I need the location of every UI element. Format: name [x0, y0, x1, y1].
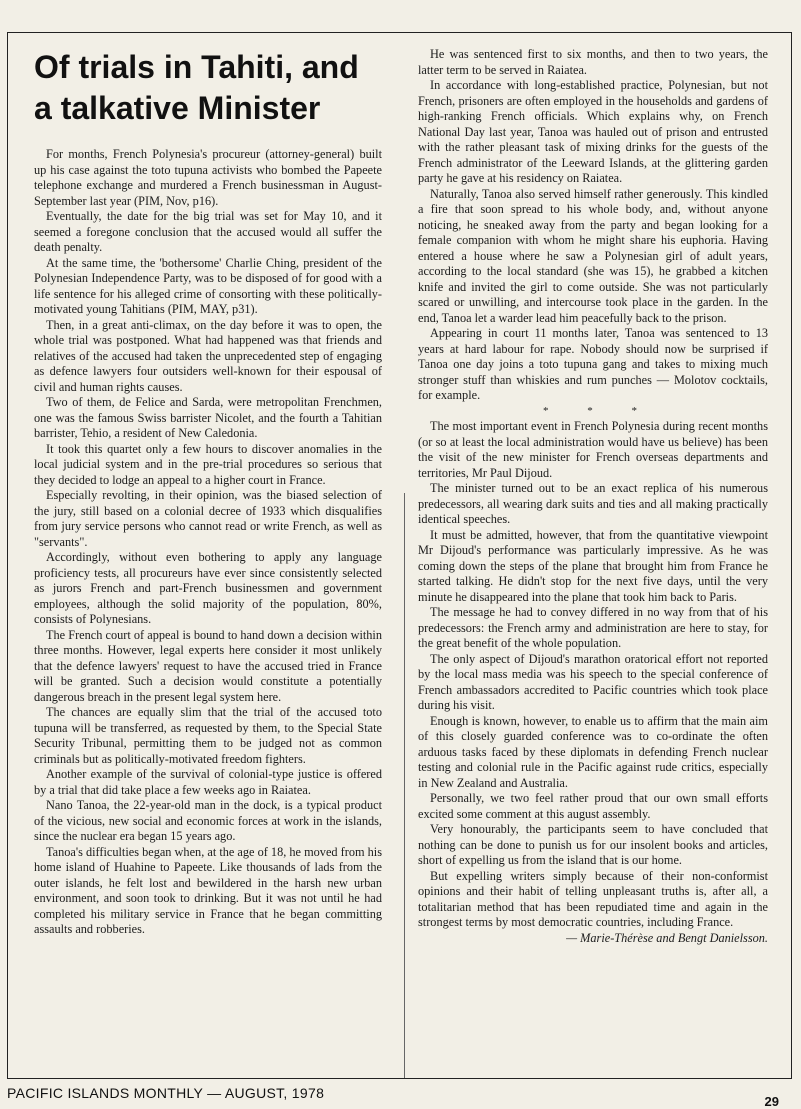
- paragraph: Enough is known, however, to enable us to affirm that the main aim of this closely guarded conference was to co-ordinate the often arduous tasks faced by these diplomats in defending French nuclear testing and colonial rule in the Pacific against rude critics, especially in New Zealand and Australia.: [418, 713, 768, 790]
- paragraph: Very honourably, the participants seem to have concluded that nothing can be done to punish us for our insolent books and articles, short of expelling us from the island that is our home.: [418, 822, 768, 867]
- article-title: Of trials in Tahiti, and a talkative Minister: [34, 49, 359, 126]
- section-separator: * * *: [543, 404, 655, 417]
- paragraph: At the same time, the 'bothersome' Charlie Ching, president of the Polynesian Independence Party, was to be disposed of for good with a life sentence for his alleged crime of consorting with these politically-motivated young Tahitians (PIM, MAY, p31).: [34, 255, 382, 316]
- paragraph: The most important event in French Polynesia during recent months (or so at least the local administration would have us believe) has been the visit of the new minister for French overseas departments and territories, Mr Paul Dijoud.: [418, 419, 768, 480]
- paragraph: Appearing in court 11 months later, Tanoa was sentenced to 13 years at hard labour for rape. Nobody should now be surprised if Tanoa one day joins a toto tupuna gang and takes to mixing much stronger stuff than whiskies and rum punches — Molotov cocktails, for example.: [418, 326, 768, 402]
- paragraph: Two of them, de Felice and Sarda, were metropolitan Frenchmen, one was the famous Swiss barrister Nicolet, and the fourth a Tahitian barrister, Tehio, a resident of New Caledonia.: [34, 395, 382, 440]
- publication-footer: PACIFIC ISLANDS MONTHLY — AUGUST, 1978: [7, 1085, 325, 1101]
- paragraph: Then, in a great anti-climax, on the day before it was to open, the whole trial was postponed. What had happened was that friends and relatives of the accused had taken the unprecedented step of engaging as defence lawyers four outsiders well-known for their espousal of civil and human rights causes.: [34, 317, 382, 394]
- paragraph: Eventually, the date for the big trial was set for May 10, and it seemed a foregone conclusion that the accused would all suffer the death penalty.: [34, 209, 382, 254]
- right-column: [418, 47, 768, 1078]
- paragraph: Tanoa's difficulties began when, at the age of 18, he moved from his home island of Huahine to Papeete. Like thousands of lads from the outer islands, he felt lost and bewildered in the harsh new urban environment, and soon took to drinking. But it was not until he had completed his military service in France that he began committing assaults and robberies.: [34, 844, 382, 936]
- paragraph: Especially revolting, in their opinion, was the biased selection of the jury, still based on a colonial decree of 1933 which disqualifies from jury service persons who cannot read or write French, as well as "servants".: [34, 488, 382, 549]
- paragraph: But expelling writers simply because of their non-conformist opinions and their habit of telling unpleasant truths is, after all, a totalitarian method that has been repudiated time and again in the strongest terms by most democratic countries, including France.: [418, 868, 768, 929]
- column-divider: [404, 493, 405, 1078]
- paragraph: It took this quartet only a few hours to discover anomalies in the local judicial system and in the pre-trial procedures so serious that they decided to lodge an appeal to a higher court in France.: [34, 441, 382, 487]
- paragraph: Nano Tanoa, the 22-year-old man in the dock, is a typical product of the vicious, new social and economic forces at work in the islands, since the nuclear era began 15 years ago.: [34, 798, 382, 843]
- left-column-body: [34, 147, 382, 938]
- paragraph: The minister turned out to be an exact replica of his numerous predecessors, all wearing dark suits and ties and all making practically identical speeches.: [418, 481, 768, 526]
- paragraph: The French court of appeal is bound to hand down a decision within three months. However, legal experts here consider it most unlikely that the defence lawyers' request to have the accused tried in France will be granted. Such a decision would constitute a potentially dangerous breach in the present legal system here.: [34, 627, 382, 704]
- left-column: [34, 33, 382, 1078]
- paragraph: He was sentenced first to six months, and then to two years, the latter term to be served in Raiatea.: [418, 47, 768, 77]
- paragraph: The only aspect of Dijoud's marathon oratorical effort not reported by the local mass media was his speech to the special conference of French ambassadors accredited to Pacific countries which took place during his visit.: [418, 651, 768, 712]
- paragraph: The message he had to convey differed in no way from that of his predecessors: the French army and administration are here to stay, for the great benefit of the whole population.: [418, 605, 768, 650]
- page-number: 29: [764, 1094, 779, 1109]
- paragraph: Naturally, Tanoa also served himself rather generously. This kindled a fire that soon spread to his whole body, and, without anyone noticing, he sneaked away from the party and began looking for a female companion with whom he might share his euphoria. Having entered a house where he saw a Polynesian girl of adult years, according to the local standard (she was 15), he grabbed a kitchen knife and invited the girl to come outside. She was not particularly scared or unwilling, and intercourse took place in the garden. In the end, Tanoa let a warder lead him peacefully back to the prison.: [418, 186, 768, 325]
- paragraph: Accordingly, without even bothering to apply any language proficiency tests, all procureurs have ever since consistently selected as jurors French and part-French businessmen and government employees, although the solid majority of the population, 80%, consists of Polynesians.: [34, 550, 382, 626]
- right-column-body-bottom: [418, 419, 768, 931]
- paragraph: For months, French Polynesia's procureur (attorney-general) built up his case against the toto tupuna activists who bombed the Papeete telephone exchange and murdered a French businessman in August-September last year (PIM, Nov, p16).: [34, 147, 382, 208]
- article-frame: [7, 32, 792, 1079]
- byline: — Marie-Thérèse and Bengt Danielsson.: [566, 930, 768, 945]
- paragraph: Another example of the survival of colonial-type justice is offered by a trial that did take place a few weeks ago in Raiatea.: [34, 767, 382, 797]
- paragraph: The chances are equally slim that the trial of the accused toto tupuna will be transferred, as requested by them, to the Special State Security Tribunal, permitting them to be judged not as common criminals but as politically-motivated freedom fighters.: [34, 705, 382, 766]
- paragraph: It must be admitted, however, that from the quantitative viewpoint Mr Dijoud's performance was particularly impressive. As he was coming down the steps of the plane that brought him from France he started talking. He didn't stop for the next five days, until the very minute he disappeared into the plane that took him back to Paris.: [418, 527, 768, 604]
- right-column-body-top: [418, 47, 768, 404]
- paragraph: Personally, we two feel rather proud that our own small efforts excited some comment at this august assembly.: [418, 791, 768, 821]
- paragraph: In accordance with long-established practice, Polynesian, but not French, prisoners are often employed in the households and gardens of high-ranking French officials. Which explains why, on French National Day last year, Tanoa was hauled out of prison and entrusted with the rather pleasant task of mixing drinks for the guests of the French administrator of the Leeward Islands, at the glittering garden party he gave at his residency on Raiatea.: [418, 78, 768, 185]
